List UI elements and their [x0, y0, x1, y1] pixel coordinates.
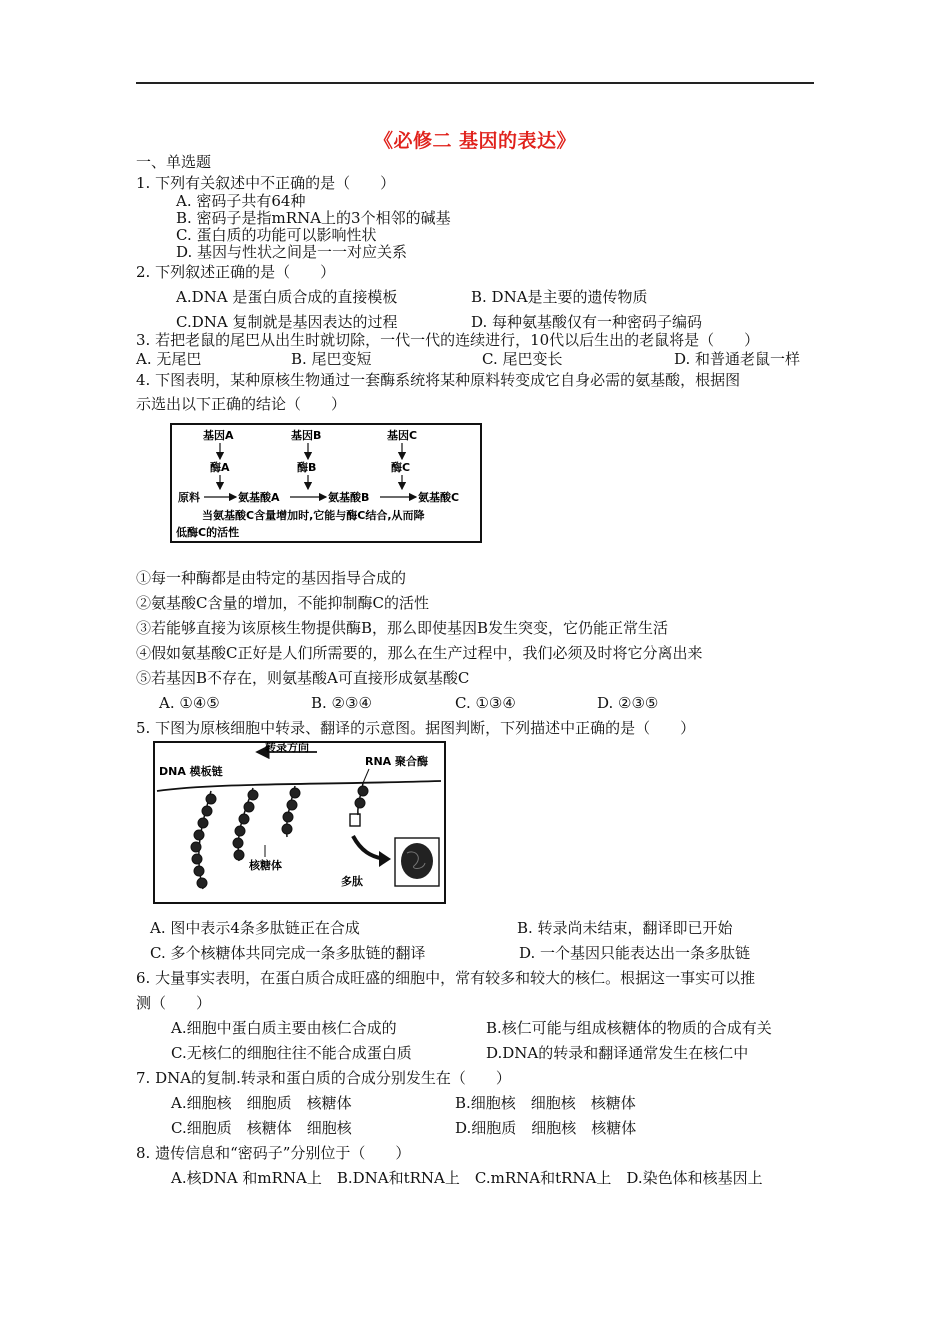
- label-enzyme-b: 酶B: [297, 461, 317, 474]
- diagram-note-line1: 当氨基酸C含量增加时,它能与酶C结合,从而降: [202, 509, 425, 522]
- q8-stem: 8. 遗传信息和“密码子”分别位于（ ）: [136, 1144, 411, 1162]
- q5-option-c: C. 多个核糖体共同完成一条多肽链的翻译: [150, 944, 426, 962]
- label-enzyme-c: 酶C: [391, 461, 411, 474]
- label-gene-b: 基因B: [291, 429, 322, 442]
- label-enzyme-a: 酶A: [210, 461, 230, 474]
- q6-option-d: D.DNA的转录和翻译通常发生在核仁中: [486, 1044, 749, 1062]
- q3-option-b: B. 尾巴变短: [291, 350, 372, 368]
- q4-option-c: C. ①③④: [455, 694, 516, 712]
- diagram-note-line2: 低酶C的活性: [176, 526, 240, 539]
- q5-stem: 5. 下图为原核细胞中转录、翻译的示意图。据图判断，下列描述中正确的是（ ）: [136, 719, 696, 737]
- q3-option-d: D. 和普通老鼠一样: [674, 350, 801, 368]
- q1-option-c: C. 蛋白质的功能可以影响性状: [176, 226, 377, 244]
- q8-options: A.核DNA 和mRNA上 B.DNA和tRNA上 C.mRNA和tRNA上 D.染色体和核基因上: [171, 1169, 763, 1187]
- q7-option-c: C.细胞质 核糖体 细胞核: [171, 1119, 352, 1137]
- q7-option-a: A.细胞核 细胞质 核糖体: [171, 1094, 352, 1112]
- label-amino-acid-a: 氨基酸A: [238, 491, 280, 504]
- q3-option-c: C. 尾巴变长: [482, 350, 563, 368]
- label-rna-polymerase: RNA 聚合酶: [365, 755, 429, 768]
- q6-option-c: C.无核仁的细胞往往不能合成蛋白质: [171, 1044, 412, 1062]
- q4-statement-5: ⑤若基因B不存在，则氨基酸A可直接形成氨基酸C: [136, 669, 470, 687]
- label-gene-c: 基因C: [387, 429, 418, 442]
- page-title: 《必修二 基因的表达》: [373, 130, 577, 152]
- q5-option-a: A. 图中表示4条多肽链正在合成: [150, 919, 360, 937]
- q5-option-d: D. 一个基因只能表达出一条多肽链: [519, 944, 751, 962]
- label-ribosome: 核糖体: [249, 859, 282, 872]
- q1-option-d: D. 基因与性状之间是一一对应关系: [176, 243, 408, 261]
- q4-statement-2: ②氨基酸C含量的增加，不能抑制酶C的活性: [136, 594, 429, 612]
- q7-option-d: D.细胞质 细胞核 核糖体: [455, 1119, 637, 1137]
- q4-statement-4: ④假如氨基酸C正好是人们所需要的，那么在生产过程中，我们必须及时将它分离出来: [136, 644, 703, 662]
- q4-statement-1: ①每一种酶都是由特定的基因指导合成的: [136, 569, 407, 587]
- label-amino-acid-c: 氨基酸C: [418, 491, 460, 504]
- folded-peptide: [401, 843, 433, 879]
- enzyme-pathway-diagram: [170, 423, 482, 543]
- q6-option-a: A.细胞中蛋白质主要由核仁合成的: [171, 1019, 397, 1037]
- q4-option-a: A. ①④⑤: [159, 694, 220, 712]
- q2-option-d: D. 每种氨基酸仅有一种密码子编码: [471, 313, 703, 331]
- q7-stem: 7. DNA的复制.转录和蛋白质的合成分别发生在（ ）: [136, 1069, 511, 1087]
- q4-statement-3: ③若能够直接为该原核生物提供酶B，那么即使基因B发生突变，它仍能正常生活: [136, 619, 669, 637]
- q6-stem-line2: 测（ ）: [136, 994, 212, 1012]
- header-rule: [136, 82, 814, 84]
- q4-stem-line2: 示选出以下正确的结论（ ）: [136, 395, 347, 413]
- q1-option-b: B. 密码子是指mRNA上的3个相邻的碱基: [176, 209, 451, 227]
- q4-stem-line1: 4. 下图表明，某种原核生物通过一套酶系统将某种原料转变成它自身必需的氨基酸，根据图: [136, 371, 741, 389]
- q4-option-d: D. ②③⑤: [597, 694, 659, 712]
- q6-option-b: B.核仁可能与组成核糖体的物质的合成有关: [486, 1019, 772, 1037]
- section-heading: 一、单选题: [136, 153, 212, 171]
- q2-stem: 2. 下列叙述正确的是（ ）: [136, 263, 336, 281]
- q2-option-b: B. DNA是主要的遗传物质: [471, 288, 648, 306]
- q3-option-a: A. 无尾巴: [136, 350, 202, 368]
- q4-option-b: B. ②③④: [311, 694, 372, 712]
- q5-option-b: B. 转录尚未结束，翻译即已开始: [517, 919, 733, 937]
- q7-option-b: B.细胞核 细胞核 核糖体: [455, 1094, 636, 1112]
- label-raw-material: 原料: [178, 491, 200, 504]
- label-direction: 转录方向: [265, 741, 309, 754]
- q6-stem-line1: 6. 大量事实表明，在蛋白质合成旺盛的细胞中，常有较多和较大的核仁。根据这一事实可以推: [136, 969, 756, 987]
- label-polypeptide: 多肽: [341, 875, 363, 888]
- transcription-translation-diagram: [153, 741, 446, 904]
- q3-stem: 3. 若把老鼠的尾巴从出生时就切除，一代一代的连续进行，10代以后生出的老鼠将是（ ）: [136, 331, 760, 349]
- q1-option-a: A. 密码子共有64种: [176, 192, 306, 210]
- q2-option-a: A.DNA 是蛋白质合成的直接模板: [176, 288, 398, 306]
- label-gene-a: 基因A: [203, 429, 234, 442]
- label-dna-template: DNA 模板链: [159, 765, 223, 778]
- q2-option-c: C.DNA 复制就是基因表达的过程: [176, 313, 398, 331]
- q1-stem: 1. 下列有关叙述中不正确的是（ ）: [136, 174, 396, 192]
- label-amino-acid-b: 氨基酸B: [328, 491, 370, 504]
